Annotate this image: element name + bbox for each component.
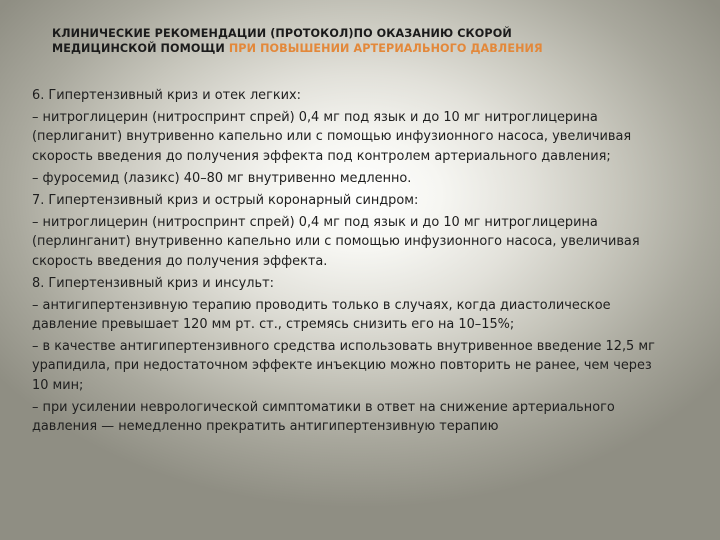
list-item: – нитроглицерин (нитроспринт спрей) 0,4 мг под язык и до 10 мг нитроглицерина (перлиганит) внутривенно капельно или с помощью инфузионного насоса, увеличивая скорость введения до получения эффекта под контролем артериального давления; [32,110,632,164]
list-item: – нитроглицерин (нитроспринт спрей) 0,4 мг под язык и до 10 мг нитроглицерина (перлинганит) внутривенно капельно или с помощью инфузионного насоса, увеличивая скорость введения до получения эффекта. [32,214,640,269]
section-heading-6: 6. Гипертензивный криз и отек легких: [32,88,302,103]
list-item: – в качестве антигипертензивного средства использовать внутривенное введение 12,5 мг урапидила, при недостаточном эффекте инъекцию можно повторить не ранее, чем через 10 мин; [32,339,655,393]
list-item: – при усилении неврологической симптоматики в ответ на снижение артериального давления — немедленно прекратить антигипертензивную терапию [32,399,615,435]
slide-body [32,86,672,439]
list-item: – антигипертензивную терапию проводить только в случаях, когда диастолическое давление превышает 120 мм рт. ст., стремясь снизить его на 10–15%; [32,297,611,333]
section-heading-8: 8. Гипертензивный криз и инсульт: [32,275,274,291]
list-item: – фуросемид (лазикс) 40–80 мг внутривенно медленно. [32,170,412,186]
slide-title-main: КЛИНИЧЕСКИЕ РЕКОМЕНДАЦИИ (ПРОТОКОЛ)ПО ОКАЗАНИЮ СКОРОЙ МЕДИЦИНСКОЙ ПОМОЩИ [52,27,512,55]
slide-title-accent: ПРИ ПОВЫШЕНИИ АРТЕРИАЛЬНОГО ДАВЛЕНИЯ [228,42,543,55]
section-heading-7: 7. Гипертензивный криз и острый коронарный синдром: [32,192,419,208]
slide-title [52,26,612,56]
